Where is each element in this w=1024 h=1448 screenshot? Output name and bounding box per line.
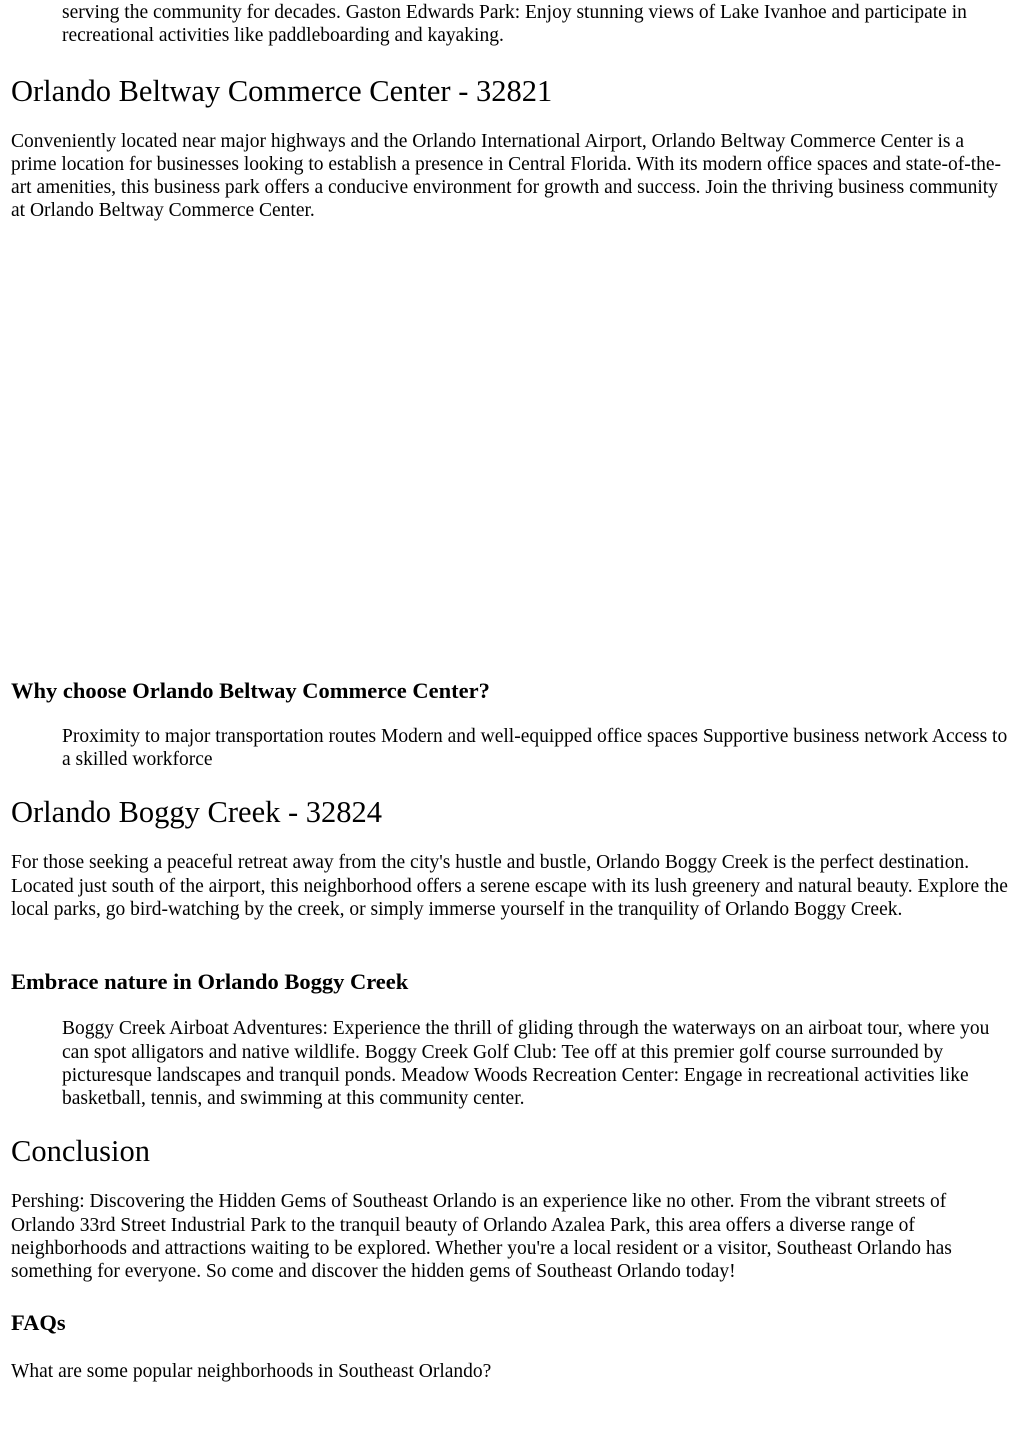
document-page [11,0,1014,1383]
beltway-heading: Orlando Beltway Commerce Center - 32821 [11,73,553,108]
boggy-subheading: Embrace nature in Orlando Boggy Creek [11,969,409,995]
boggy-heading: Orlando Boggy Creek - 32824 [11,795,383,830]
beltway-paragraph: Conveniently located near major highways and the Orlando International Airport, Orlando Beltway Commerce Center is a prime location for businesses looking to establish a presence in Central Florida. With its modern office spaces and state-of-the-art amenities, this business park offers a conducive environment for growth and success. Join the thriving business community at Orlando Beltway Commerce Center. [11,130,1002,222]
beltway-list: Proximity to major transportation routes Modern and well-equipped office spaces Supportive business network Access to a skilled workforce [62,725,1008,771]
faq-question: What are some popular neighborhoods in Southeast Orlando? [11,1360,492,1382]
conclusion-heading: Conclusion [11,1134,150,1169]
faqs-heading: FAQs [11,1309,66,1335]
top-list-fragment: serving the community for decades. Gaston Edwards Park: Enjoy stunning views of Lake Ivanhoe and participate in recreational activities like paddleboarding and kayaking. [62,2,967,47]
blank-space [11,223,1014,663]
boggy-list: Boggy Creek Airboat Adventures: Experience the thrill of gliding through the waterways on an airboat tour, where you can spot alligators and native wildlife. Boggy Creek Golf Club: Tee off at this premier golf course surrounded by picturesque landscapes and tranquil ponds. Meadow Woods Recreation Center: Engage in recreational activities like basketball, tennis, and swimming at this community center. [62,1018,990,1110]
boggy-paragraph: For those seeking a peaceful retreat away from the city's hustle and bustle, Orlando Boggy Creek is the perfect destination. Located just south of the airport, this neighborhood offers a serene escape with its lush greenery and natural beauty. Explore the local parks, go bird-watching by the creek, or simply immerse yourself in the tranquility of Orlando Boggy Creek. [11,852,1008,920]
beltway-subheading: Why choose Orlando Beltway Commerce Center? [11,677,490,703]
conclusion-paragraph: Pershing: Discovering the Hidden Gems of Southeast Orlando is an experience like no other. From the vibrant streets of Orlando 33rd Street Industrial Park to the tranquil beauty of Orlando Azalea Park, this area offers a diverse range of neighborhoods and attractions waiting to be explored. Whether you're a local resident or a visitor, Southeast Orlando has something for everyone. So come and discover the hidden gems of Southeast Orlando today! [11,1191,952,1283]
